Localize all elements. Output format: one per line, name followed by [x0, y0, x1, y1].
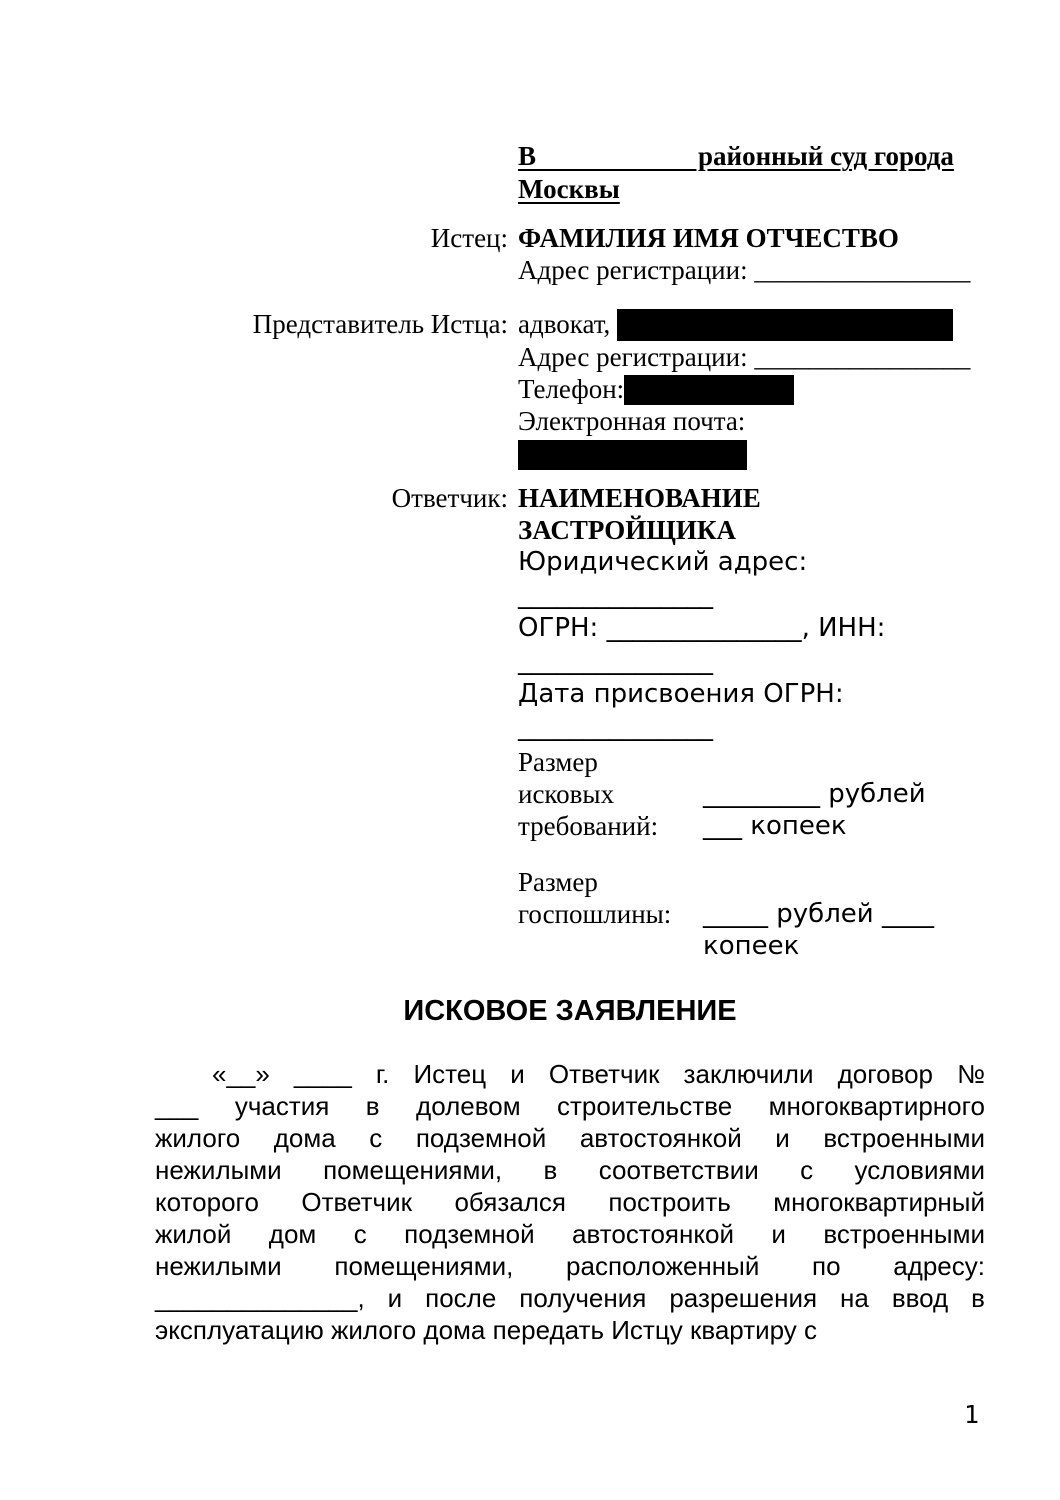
- plaintiff-address-blank: ________________: [754, 255, 971, 285]
- plaintiff-address-label: Адрес регистрации:: [518, 255, 748, 285]
- redacted-email: [518, 440, 747, 470]
- state-fee-value-1: _____ рублей ____: [703, 899, 934, 929]
- representative-occupation-line: [518, 308, 985, 341]
- body-line: жилого дома с подземной автостоянкой и встроенными: [155, 1123, 985, 1153]
- court-header: В районный суд города Москвы: [518, 141, 954, 204]
- defendant-name: НАИМЕНОВАНИЕ ЗАСТРОЙЩИКА: [518, 483, 761, 545]
- body-line: эксплуатацию жилого дома передать Истцу квартиру с: [155, 1315, 818, 1345]
- state-fee-label-1: Размер: [518, 867, 598, 897]
- body-line: жилой дом с подземной автостоянкой и встроенными: [155, 1219, 985, 1249]
- body-paragraph: [155, 1058, 985, 1346]
- representative-address-blank: ________________: [754, 342, 971, 372]
- representative-occupation: адвокат,: [518, 309, 618, 339]
- defendant-inn-blank: _______________: [518, 646, 713, 676]
- claim-amount-value-2: ___ копеек: [703, 811, 847, 841]
- claim-amount-value-1: _________ рублей: [703, 779, 926, 809]
- plaintiff-name: ФАМИЛИЯ ИМЯ ОТЧЕСТВО: [518, 223, 899, 253]
- representative-address-line: [518, 341, 985, 373]
- redacted-phone: [624, 375, 794, 405]
- defendant-ogrn-inn-line: ОГРН: _______________, ИНН:: [518, 613, 886, 643]
- body-line: ______________, и после получения разрешения на ввод в: [155, 1283, 985, 1313]
- claim-amount-label-2: исковых: [518, 779, 615, 809]
- defendant-address-blank: _______________: [518, 580, 713, 610]
- defendant-legal-address-label: Юридический адрес:: [518, 547, 808, 577]
- state-fee-block: [518, 866, 985, 962]
- defendant-label: Ответчик:: [391, 483, 508, 513]
- claim-amount-label-3: требований:: [518, 811, 659, 841]
- representative-label: Представитель Истца:: [252, 309, 508, 339]
- defendant-ogrn-date-label: Дата присвоения ОГРН:: [518, 679, 844, 709]
- defendant-ogrn-date-blank: _______________: [518, 712, 713, 742]
- state-fee-label-2: госпошлины:: [518, 899, 672, 929]
- representative-address-label: Адрес регистрации:: [518, 342, 748, 372]
- plaintiff-row: [155, 222, 985, 286]
- body-line: нежилыми помещениями, расположенный по адресу:: [155, 1251, 985, 1281]
- body-line: нежилыми помещениями, в соответствии с условиями: [155, 1155, 985, 1185]
- representative-phone-line: [518, 373, 985, 405]
- body-line: которого Ответчик обязался построить многоквартирный: [155, 1187, 985, 1217]
- page-number: 1: [964, 1400, 980, 1429]
- representative-row: [155, 308, 985, 470]
- representative-phone-label: Телефон:: [518, 374, 625, 404]
- defendant-row: [155, 482, 985, 744]
- plaintiff-address-line: [518, 254, 985, 286]
- plaintiff-label: Истец:: [430, 223, 508, 253]
- redacted-advocate-name: [617, 309, 953, 341]
- representative-email-label: Электронная почта:: [518, 406, 746, 436]
- state-fee-value-2: копеек: [703, 931, 800, 961]
- document-title: ИСКОВОЕ ЗАЯВЛЕНИЕ: [403, 995, 737, 1027]
- body-line: ___ участия в долевом строительстве многоквартирного: [155, 1091, 985, 1121]
- claim-amount-label-1: Размер: [518, 747, 598, 777]
- claim-amount-block: [518, 746, 985, 842]
- body-line: «__» ____ г. Истец и Ответчик заключили договор №: [212, 1059, 985, 1089]
